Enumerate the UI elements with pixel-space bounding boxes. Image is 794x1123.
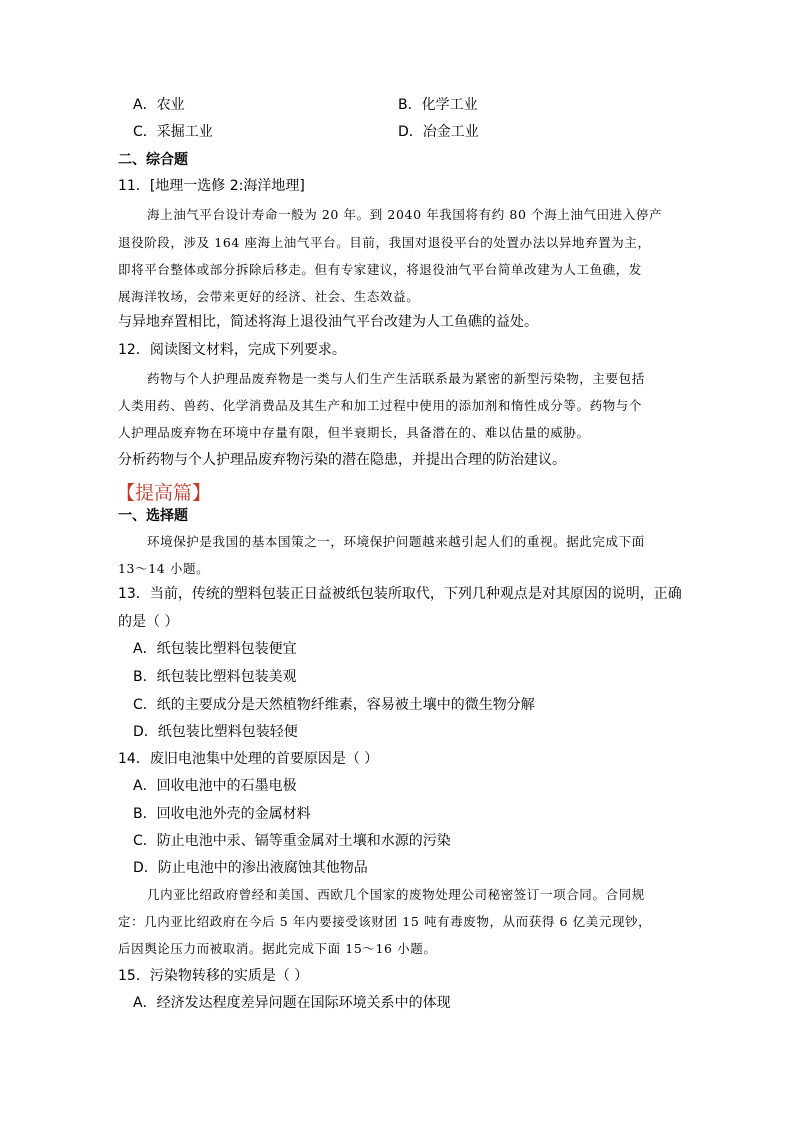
q13-option-c: C．纸的主要成分是天然植物纤维素，容易被土壤中的微生物分解: [133, 697, 535, 713]
intro-15-16-line: 几内亚比绍政府曾经和美国、西欧几个国家的废物处理公司秘密签订一项合同。合同规: [147, 887, 645, 902]
q13-stem-line: 的是（ ）: [118, 614, 179, 630]
q13-option-a: A．纸包装比塑料包装便宜: [133, 641, 297, 657]
intro-15-16-line: 定：几内亚比绍政府在今后 5 年内要接受该财团 15 吨有毒废物，从而获得 6 亿美元现钞，: [118, 914, 652, 929]
q11-material-line: 海上油气平台设计寿命一般为 20 年。到 2040 年我国将有约 80 个海上油气田进入停产: [147, 207, 663, 222]
advanced-section-banner: 【提高篇】: [116, 482, 212, 504]
q11-material-line: 即将平台整体或部分拆除后移走。但有专家建议，将退役油气平台简单改建为人工鱼礁，发: [118, 262, 643, 277]
q11-material-line: 展海洋牧场，会带来更好的经济、社会、生态效益。: [118, 289, 420, 304]
intro-13-14-line: 环境保护是我国的基本国策之一，环境保护问题越来越引起人们的重视。据此完成下面: [147, 534, 645, 549]
q15-stem: 15．污染物转移的实质是（ ）: [118, 968, 309, 984]
q12-material-line: 人类用药、兽药、化学消费品及其生产和加工过程中使用的添加剂和惰性成分等。药物与个: [118, 398, 643, 413]
q15-option-a: A．经济发达程度差异问题在国际环境关系中的体现: [133, 995, 451, 1011]
option-b: B．化学工业: [398, 97, 478, 113]
intro-15-16-line: 后因舆论压力而被取消。据此完成下面 15～16 小题。: [118, 941, 437, 956]
q14-option-d: D．防止电池中的渗出液腐蚀其他物品: [133, 860, 368, 876]
q11-question: 与异地弃置相比，简述将海上退役油气平台改建为人工鱼礁的益处。: [118, 314, 538, 330]
option-c: C．采掘工业: [133, 124, 213, 140]
option-d: D．冶金工业: [398, 124, 479, 140]
q13-option-d: D．纸包装比塑料包装轻便: [133, 724, 298, 740]
section-heading-multiple-choice: 一、选择题: [118, 508, 188, 524]
q11-title: 11．[地理一选修 2:海洋地理]: [118, 178, 305, 194]
q13-option-b: B．纸包装比塑料包装美观: [133, 669, 297, 685]
q12-material-line: 药物与个人护理品废弃物是一类与人们生产生活联系最为紧密的新型污染物，主要包括: [147, 371, 645, 386]
q12-title: 12．阅读图文材料，完成下列要求。: [118, 342, 346, 358]
option-a: A．农业: [133, 97, 185, 113]
q12-material-line: 人护理品废弃物在环境中存量有限，但半衰期长，具备潜在的、难以估量的威胁。: [118, 425, 590, 440]
section-heading-comprehensive: 二、综合题: [118, 152, 188, 168]
q14-option-a: A．回收电池中的石墨电极: [133, 778, 297, 794]
q12-question: 分析药物与个人护理品废弃物污染的潜在隐患，并提出合理的防治建议。: [118, 452, 566, 468]
intro-13-14-line: 13～14 小题。: [118, 561, 210, 576]
q14-option-c: C．防止电池中汞、镉等重金属对土壤和水源的污染: [133, 833, 451, 849]
q11-material-line: 退役阶段，涉及 164 座海上油气平台。目前，我国对退役平台的处置办法以异地弃置为主，: [118, 235, 651, 250]
q14-stem: 14．废旧电池集中处理的首要原因是（ ）: [118, 751, 379, 767]
q13-stem-line: 13．当前，传统的塑料包装正日益被纸包装所取代，下列几种观点是对其原因的说明，正确: [118, 586, 682, 602]
q14-option-b: B．回收电池外壳的金属材料: [133, 806, 311, 822]
